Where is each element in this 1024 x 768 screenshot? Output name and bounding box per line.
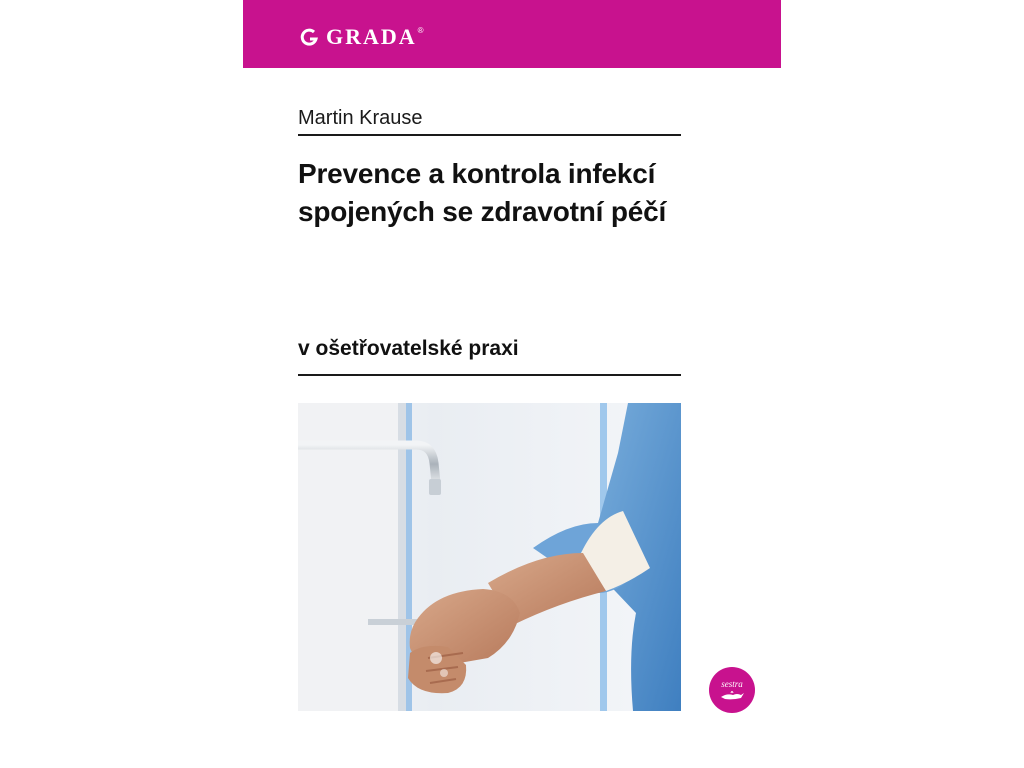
- registered-mark: ®: [417, 26, 424, 35]
- book-title: [298, 155, 718, 231]
- divider-bottom: [298, 374, 681, 376]
- book-cover: [243, 0, 781, 768]
- book-subtitle: v ošetřovatelské praxi: [298, 337, 519, 360]
- title-line-1: Prevence a kontrola infekcí: [298, 158, 656, 189]
- handwashing-photo: [298, 403, 681, 711]
- divider-top: [298, 134, 681, 136]
- publisher-logo: [300, 26, 424, 48]
- author-name: Martin Krause: [298, 107, 423, 129]
- publisher-band: [243, 0, 781, 68]
- oil-lamp-icon: [719, 689, 745, 701]
- title-line-2: spojených se zdravotní péčí: [298, 196, 667, 227]
- series-badge: [709, 667, 755, 713]
- series-badge-label: sestra: [721, 678, 743, 689]
- grada-swirl-icon: [300, 27, 320, 47]
- publisher-name: GRADA: [326, 24, 417, 49]
- cover-photo: [298, 403, 681, 711]
